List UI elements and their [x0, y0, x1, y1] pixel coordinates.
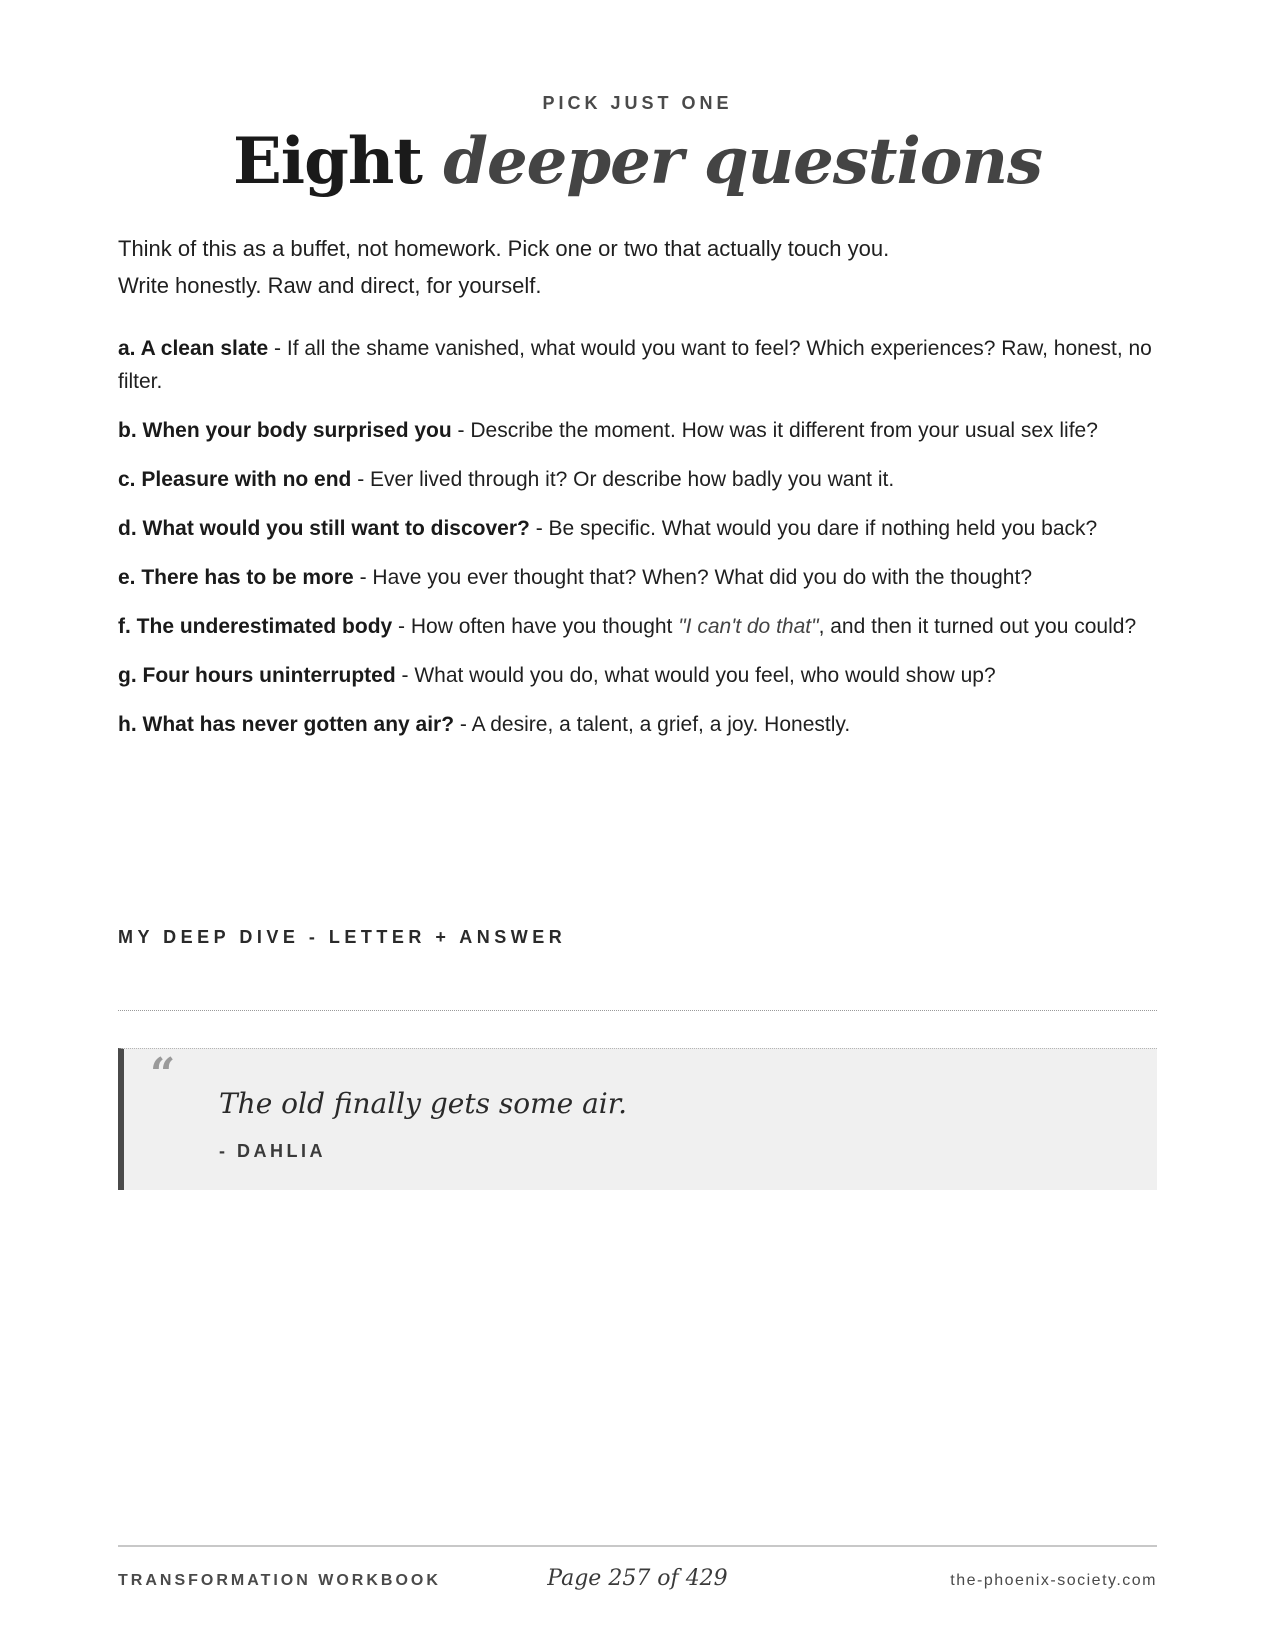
intro-paragraph: [118, 230, 1157, 304]
question-item: [118, 332, 1157, 398]
footer-divider: [118, 1545, 1157, 1547]
question-label: h. What has never gotten any air?: [118, 713, 455, 736]
quote-mark-icon: “: [150, 1049, 176, 1100]
question-text: - Have you ever thought that? When? What did you do with the thought?: [353, 566, 1033, 589]
question-text: - Describe the moment. How was it different from your usual sex life?: [451, 419, 1098, 442]
quote-author: - DAHLIA: [219, 1141, 326, 1161]
workbook-page: [118, 0, 1157, 1650]
question-item: [118, 659, 1157, 692]
footer-website: the-phoenix-society.com: [950, 1572, 1157, 1589]
question-item: [118, 561, 1157, 594]
question-quote: "I can't do that": [678, 615, 819, 638]
intro-line-1: Think of this as a buffet, not homework. Pick one or two that actually touch you.: [118, 236, 890, 261]
question-text: - If all the shame vanished, what would you want to feel? Which experiences? Raw, honest, no filter.: [118, 337, 1152, 393]
question-text: - What would you do, what would you feel, who would show up?: [395, 664, 996, 687]
question-label: f. The underestimated body: [118, 615, 393, 638]
question-label: a. A clean slate: [118, 337, 269, 360]
page-title: [118, 120, 1157, 204]
question-label: d. What would you still want to discover?: [118, 517, 530, 540]
question-label: g. Four hours uninterrupted: [118, 664, 396, 687]
question-label: b. When your body surprised you: [118, 419, 452, 442]
question-item: [118, 610, 1157, 643]
question-item: [118, 708, 1157, 741]
answer-write-line[interactable]: [118, 1010, 1157, 1011]
question-item: [118, 463, 1157, 496]
quote-text: The old finally gets some air.: [219, 1087, 627, 1120]
intro-line-2: Write honestly. Raw and direct, for yourself.: [118, 273, 542, 298]
question-label: c. Pleasure with no end: [118, 468, 352, 491]
footer-workbook-title: TRANSFORMATION WORKBOOK: [118, 1572, 441, 1589]
question-label: e. There has to be more: [118, 566, 354, 589]
title-italic: deeper questions: [443, 124, 1043, 199]
question-text: - Be specific. What would you dare if nothing held you back?: [529, 517, 1098, 540]
question-list: [118, 332, 1157, 757]
answer-section-label: MY DEEP DIVE - LETTER + ANSWER: [118, 927, 567, 947]
title-plain: Eight: [232, 124, 422, 199]
question-text: - A desire, a talent, a grief, a joy. Honestly.: [454, 713, 851, 736]
question-text-before: - How often have you thought: [392, 615, 679, 638]
eyebrow-label: PICK JUST ONE: [542, 93, 733, 113]
question-item: [118, 414, 1157, 447]
question-text-after: , and then it turned out you could?: [818, 615, 1137, 638]
footer-page-number: Page 257 of 429: [547, 1566, 728, 1591]
question-text: - Ever lived through it? Or describe how badly you want it.: [351, 468, 895, 491]
quote-box: [118, 1048, 1157, 1190]
question-item: [118, 512, 1157, 545]
